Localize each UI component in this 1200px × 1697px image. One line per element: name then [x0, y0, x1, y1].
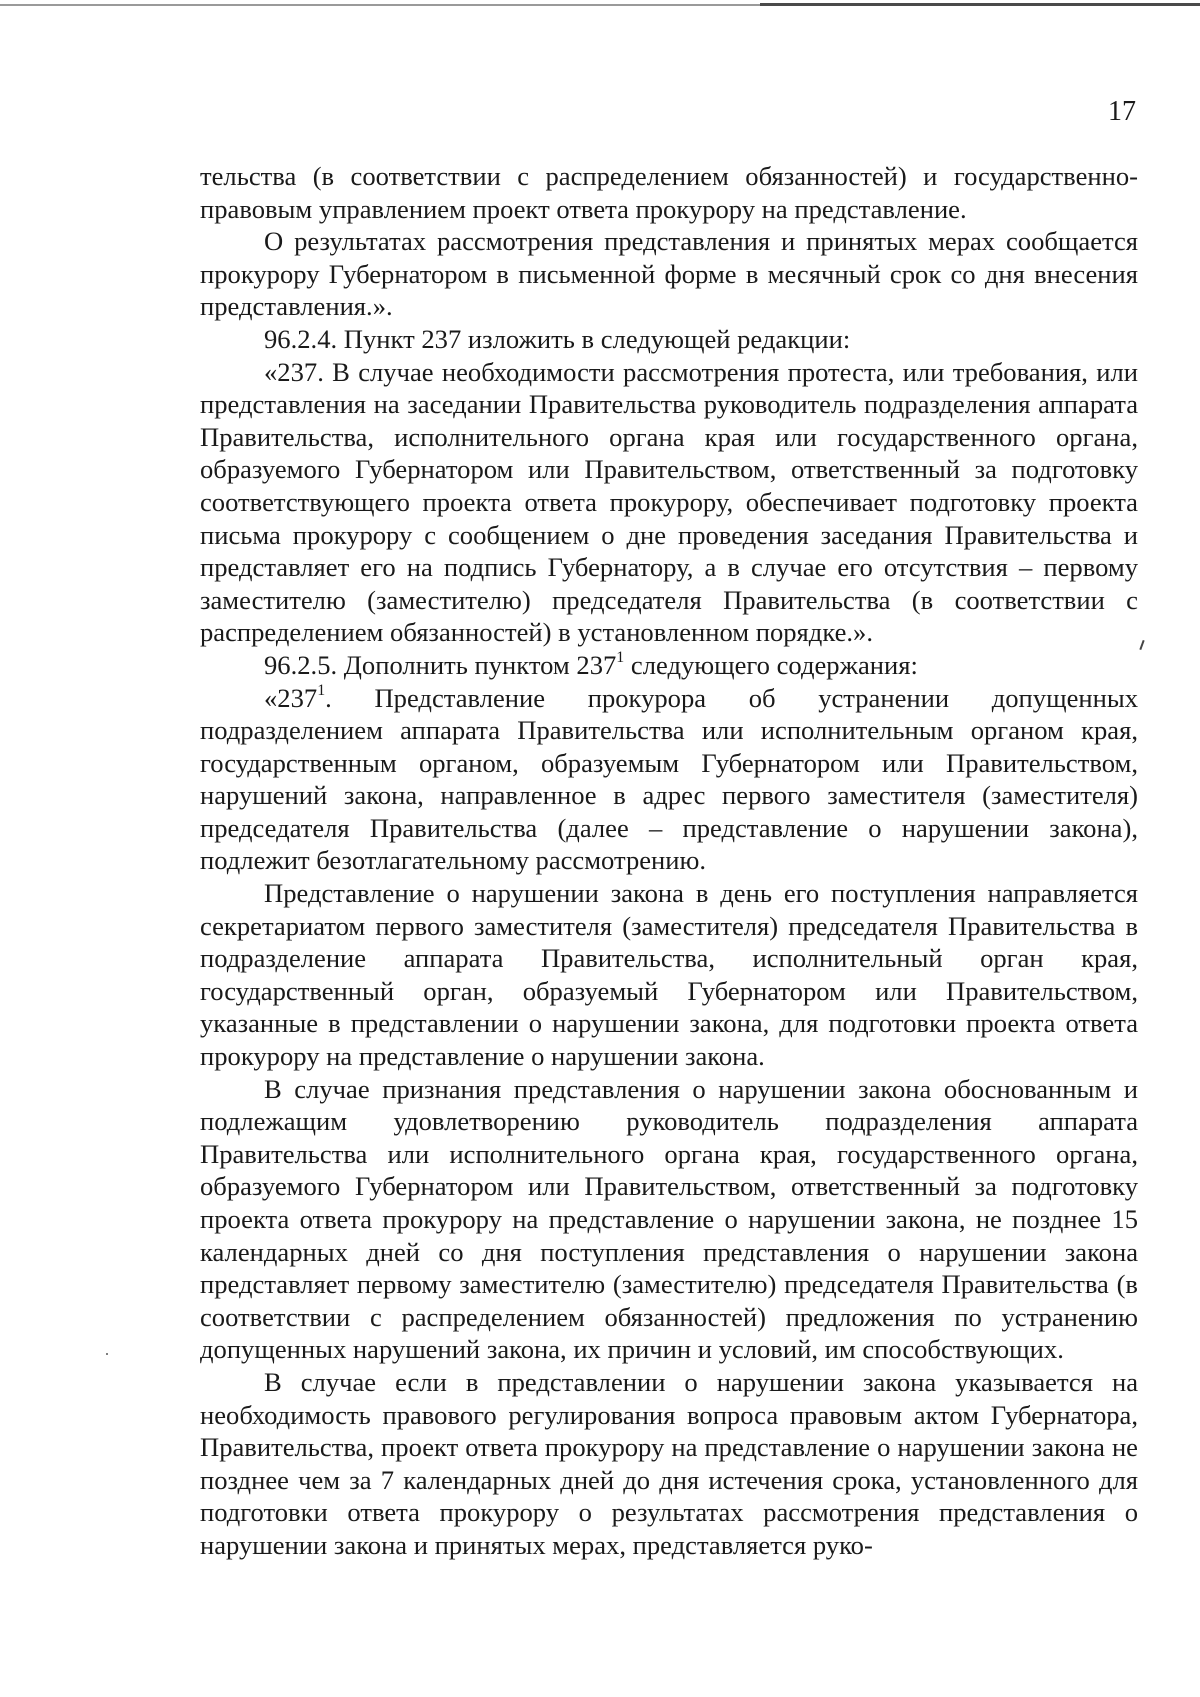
paragraph-6	[200, 682, 1138, 878]
paragraph-5-superscript: 1	[616, 649, 625, 667]
paragraph-3: 96.2.4. Пункт 237 изложить в следующей редакции:	[264, 323, 851, 354]
paragraph-5-text-before: 96.2.5. Дополнить пунктом 237	[264, 649, 617, 680]
scan-edge-line-dark	[760, 3, 1200, 6]
paragraph-4: «237. В случае необходимости рассмотрения протеста, или требования, или представления на заседании Правительства руководитель подразделения аппарата Правительства, исполнительного органа края или государственного органа, образуемого Губернатором или Правительством, ответственный за подготовку соответствующего проекта ответа прокурору, обеспечивает подготовку проекта письма прокурору с сообщением о дне проведения заседания Правительства и представляет его на подпись Губернатору, а в случае его отсутствия – первому заместителю (заместителю) председателя Правительства (в соответствии с распределением обязанностей) в установленном порядке.».	[200, 356, 1138, 648]
paragraph-5-text-after: следующего содержания:	[624, 649, 918, 680]
paragraph-8: В случае признания представления о нарушении закона обоснованным и подлежащим удовлетворению руководитель подразделения аппарата Правительства или исполнительного органа края, государственного органа, образуемого Губернатором или Правительством, ответственный за подготовку проекта ответа прокурору на представление о нарушении закона, не позднее 15 календарных дней со дня поступления представления о нарушении закона представляет первому заместителю (заместителю) председателя Правительства (в соответствии с распределением обязанностей) предложения по устранению допущенных нарушений закона, их причин и условий, им способствующих.	[200, 1073, 1138, 1365]
page-number: 17	[1108, 96, 1136, 127]
scan-mark	[1139, 640, 1144, 650]
paragraph-2: О результатах рассмотрения представления и принятых мерах сообщается прокурору Губернатором в письменной форме в месячный срок со дня внесения представления.».	[200, 226, 1138, 322]
paragraph-9: В случае если в представлении о нарушении закона указывается на необходимость правового регулирования вопроса правовым актом Губернатора, Правительства, проект ответа прокурору на представление о нарушении закона не позднее чем за 7 календарных дней до дня истечения срока, установленного для подготовки ответа прокурору о результатах рассмотрения представления о нарушении закона и принятых мерах, представляется руко-	[200, 1366, 1138, 1560]
paragraph-6-superscript: 1	[317, 682, 326, 700]
scan-speck	[106, 1353, 108, 1355]
paragraph-7: Представление о нарушении закона в день его поступления направляется секретариатом первого заместителя (заместителя) председателя Правительства в подразделение аппарата Правительства, исполнительный орган края, государственный орган, образуемый Губернатором или Правительством, указанные в представлении о нарушении закона, для подготовки проекта ответа прокурору на представление о нарушении закона.	[200, 878, 1138, 1072]
paragraph-1: тельства (в соответствии с распределением обязанностей) и государственно-правовым управлением проект ответа прокурору на представление.	[200, 161, 1138, 224]
document-body	[200, 160, 1138, 1562]
paragraph-6-text-before: «237	[264, 682, 318, 713]
paragraph-6-text-after: . Представление прокурора об устранении допущенных подразделением аппарата Правительства или исполнительным органом края, государственным органом, образуемым Губернатором или Правительством, нарушений закона, направленное в адрес первого заместителя (заместителя) председателя Правительства (далее – представление о нарушении закона), подлежит безотлагательному рассмотрению.	[200, 682, 1138, 876]
paragraph-5	[200, 649, 1138, 682]
